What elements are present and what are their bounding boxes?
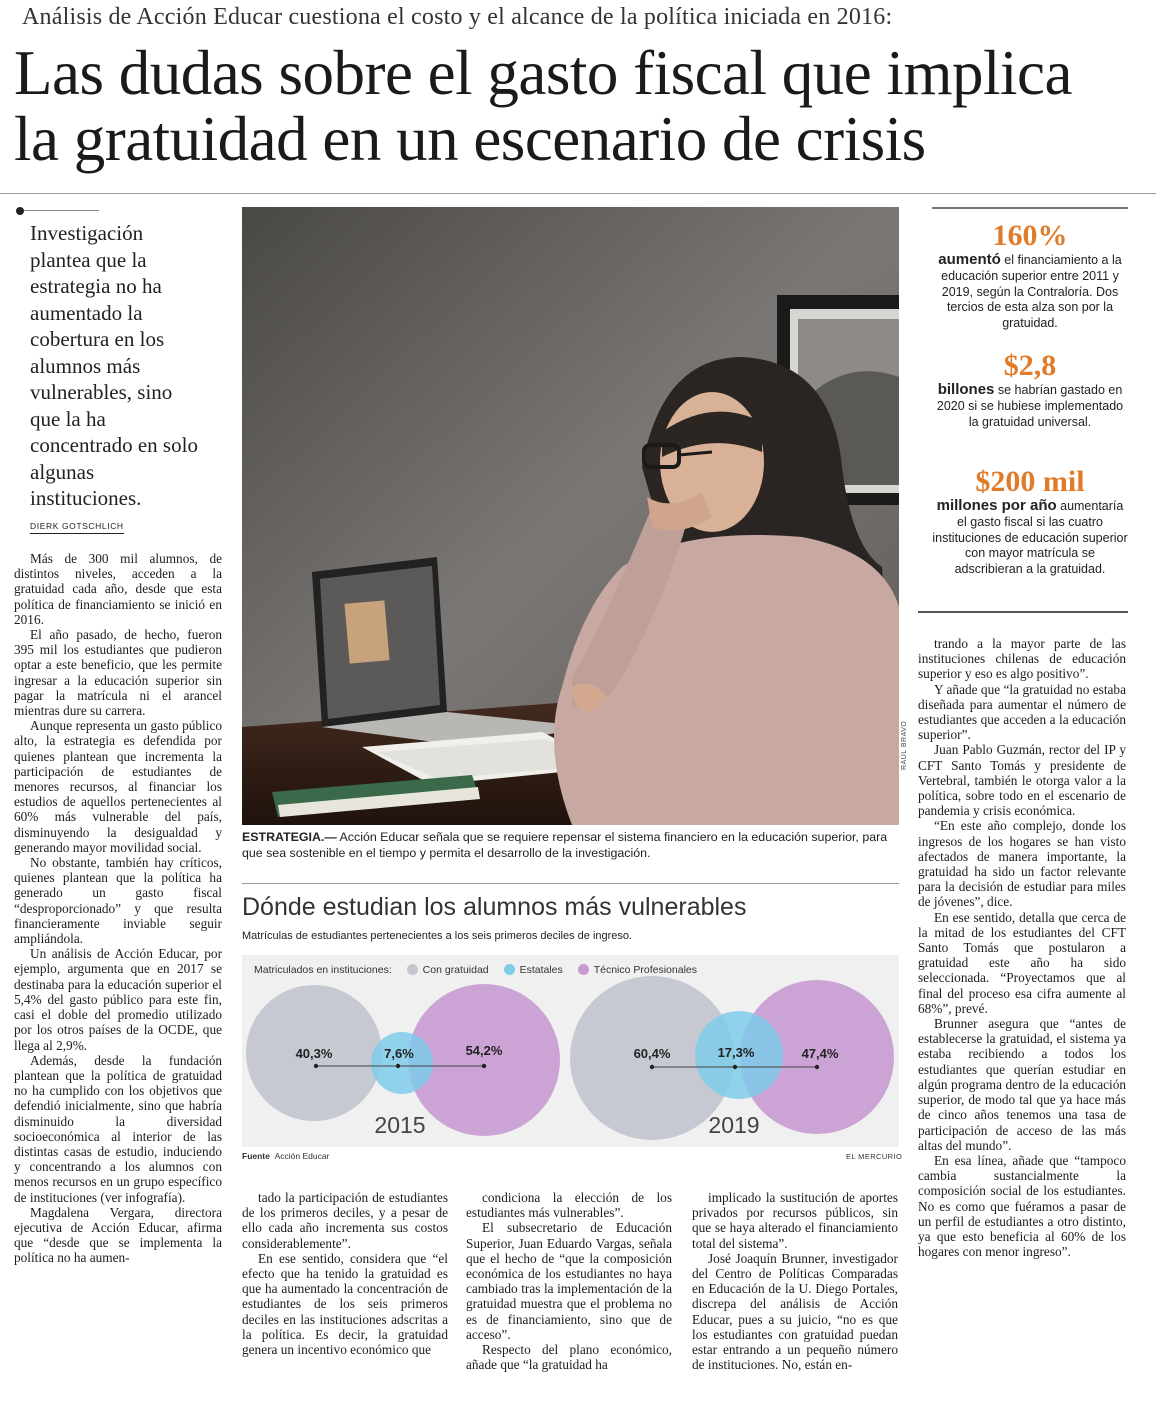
legend-item-con-gratuidad: Con gratuidad	[422, 964, 489, 976]
legend-swatch-con-gratuidad	[407, 964, 418, 975]
paragraph: En esa línea, añade que “tampoco cambia sustancialmente la composición social de los estudiantes. No es como que fuéramos a pasar de un perfil de estudiantes a otro distinto, ya que esto beneficia al 60% de los hogares con menor ingreso”.	[918, 1152, 1126, 1260]
body-column-2	[242, 1190, 448, 1357]
venn-value-2019-0: 60,4%	[633, 1046, 671, 1061]
legend-swatch-estatales	[504, 964, 515, 975]
paragraph: “En este año complejo, donde los ingresos de los hogares se han visto afectados de manera importante, la gratuidad ha sido un factor relevante para la decisión de estudiar para miles de jóvenes”, dice.	[918, 818, 1126, 910]
venn-marker-2015-0	[314, 1064, 318, 1068]
legend-swatch-tecnico-profesionales	[578, 964, 589, 975]
paragraph: El año pasado, de hecho, fueron 395 mil los estudiantes que pudieron optar a este beneficio, que les permite ingresar a la educación superior sin pagar la matrícula ni el arancel mientras dure su carrera.	[14, 627, 222, 719]
paragraph: condiciona la elección de los estudiantes más vulnerables”.	[466, 1190, 672, 1221]
paragraph: José Joaquín Brunner, investigador del Centro de Políticas Comparadas en Educación de la U. Diego Portales, discrepa del análisis de Acción Educar, pues a su juicio, “no es que los estudiantes con gratuidad puedan estar entrando a un pequeño número de instituciones. No, están en-	[692, 1250, 898, 1373]
stats-bottom-rule	[918, 611, 1128, 613]
infographic-rule	[242, 883, 899, 884]
infographic-panel	[242, 955, 899, 1147]
paragraph: Y añade que “la gratuidad no estaba diseñada para aumentar el número de estudiantes que acceden a la educación superior”.	[918, 681, 1126, 743]
paragraph: Más de 300 mil alumnos, de distintos niveles, acceden a la gratuidad cada año, desde que esta política de financiamiento se inició en 2016.	[14, 551, 222, 627]
legend-label: Matriculados en instituciones:	[254, 964, 392, 976]
paragraph: Respecto del plano económico, añade que “la gratuidad ha	[466, 1342, 672, 1373]
summary-blurb: Investigación plantea que la estrategia no ha aumentado la cobertura en los alumnos más vulnerables, sino que la ha concentrado en solo algunas instituciones.	[30, 221, 198, 510]
venn-value-2015-2: 54,2%	[465, 1043, 503, 1058]
paragraph: No obstante, también hay críticos, quienes plantean que la política ha generado un gasto fiscal “desproporcionado” y que resulta financieramente inviable seguir ampliándola.	[14, 855, 222, 947]
paragraph: Aunque representa un gasto público alto, la estrategia es defendida por quienes plantean que incrementa la participación de estudiantes de menores recursos, al financiar los estudios de aquellos pertenecientes al 60% más vulnerable del país, disminuyendo la desigualdad y generando mayor movilidad social.	[14, 718, 222, 855]
infographic-source	[242, 1151, 329, 1161]
stat-figure: $2,8	[1003, 349, 1057, 382]
paragraph: El subsecretario de Educación Superior, Juan Eduardo Vargas, señala que el hecho de “que la composición económica de los estudiantes no haya cambiado tras la implementación de la gratuidad muestra que el problema no es de financiamiento, sino que de acceso”.	[466, 1220, 672, 1342]
stat-figure: $200 mil	[975, 465, 1085, 498]
stat-text: aumentaría el gasto fiscal si las cuatro instituciones de educación superior con mayor matrícula se adscribieran a la gratuidad.	[932, 499, 1128, 577]
venn-circle-estatales-2015	[371, 1032, 433, 1094]
venn-chart	[242, 955, 899, 1147]
byline: DIERK GOTSCHLICH	[30, 521, 124, 534]
caption-lead: ESTRATEGIA.—	[242, 830, 337, 844]
paragraph: En ese sentido, detalla que cerca de la mitad de los estudiantes del CFT Santo Tomás que postularon a gratuidad este año ha sido seleccionada. “Proyectamos que al final del proceso esa cifra aumente al 68%”, prevé.	[918, 909, 1126, 1016]
photo-credit: RAÚL BRAVO	[901, 720, 908, 770]
source-name: Acción Educar	[274, 1151, 330, 1161]
venn-marker-2015-2	[482, 1064, 486, 1068]
article-photo	[242, 207, 899, 825]
paragraph: Juan Pablo Guzmán, rector del IP y CFT Santo Tomás y presidente de Vertebral, también le otorga valor a la política, sobre todo en el escenario de pandemia y crisis económica.	[918, 742, 1126, 819]
bullet-dot	[16, 207, 24, 215]
venn-value-2015-1: 7,6%	[384, 1046, 414, 1061]
stat-bold: billones	[937, 381, 995, 398]
stat-bold: millones por año	[936, 497, 1057, 514]
stat-figure: 160%	[992, 219, 1068, 252]
stat-2-8-billones	[932, 350, 1128, 430]
paragraph: implicado la sustitución de aportes privados por recursos públicos, sin que se haya alterado el financiamiento total del sistema”.	[692, 1190, 898, 1251]
venn-marker-2019-2	[815, 1065, 819, 1069]
venn-year-label: 2015	[374, 1112, 426, 1138]
header-divider	[0, 193, 1156, 194]
headline	[14, 40, 1144, 172]
venn-marker-2015-1	[396, 1064, 400, 1068]
paragraph: Además, desde la fundación plantean que la política de gratuidad no ha cumplido con los objetivos que defendió inicialmente, sino que habría disminuido la diversidad socioeconómica al interior de las distintas casas de estudio, induciendo y concentrando a los alumnos con menos recursos en un grupo específico de instituciones (ver infografía).	[14, 1052, 222, 1205]
paragraph: trando a la mayor parte de las instituciones chilenas de educación superior y eso es algo positivo”.	[918, 636, 1126, 682]
kicker: Análisis de Acción Educar cuestiona el costo y el alcance de la política iniciada en 2016:	[22, 4, 893, 30]
legend-item-tecnico-profesionales: Técnico Profesionales	[593, 964, 697, 976]
paragraph: Magdalena Vergara, directora ejecutiva de Acción Educar, afirma que “desde que se implementa la política no ha aumen-	[14, 1204, 222, 1266]
paragraph: Un análisis de Acción Educar, por ejemplo, argumenta que en 2017 se destinaba para la educación superior el 5,4% del gasto público para este fin, casi el doble del promedio utilizado por los otros países de la OCDE, que llega al 2,9%.	[14, 946, 222, 1053]
stat-text: se habrían gastado en 2020 si se hubiese implementado la gratuidad universal.	[936, 383, 1124, 429]
stat-200-mil	[932, 466, 1128, 578]
infographic-title: Dónde estudian los alumnos más vulnerables	[242, 893, 747, 921]
venn-marker-2019-0	[650, 1065, 654, 1069]
stats-top-rule	[932, 207, 1128, 209]
paragraph: tado la participación de estudiantes de los primeros deciles, y a pesar de ello cada año incrementa sus costos considerablemente”.	[242, 1190, 448, 1251]
infographic-legend	[254, 964, 697, 976]
stat-160-percent	[932, 220, 1128, 332]
venn-value-2019-1: 17,3%	[717, 1045, 755, 1060]
stat-text: el financiamiento a la educación superior entre 2011 y 2019, según la Contraloría. Dos tercios de esta alza son por la gratuidad.	[941, 253, 1122, 331]
body-column-4	[692, 1190, 898, 1372]
photo-illustration	[242, 207, 899, 825]
venn-value-2015-0: 40,3%	[295, 1046, 333, 1061]
bullet-line	[24, 210, 99, 211]
paragraph: Brunner asegura que “antes de establecerse la gratuidad, el sistema ya estaba recibiendo a todos los estudiantes que querían estudiar en algún programa dentro de la educación superior, de modo tal que ya hace más de cinco años tenemos una tasa de participación de acceso de las más altas del mundo”.	[918, 1016, 1126, 1153]
photo-caption	[242, 830, 902, 861]
legend-item-estatales: Estatales	[519, 964, 563, 976]
body-column-3	[466, 1190, 672, 1372]
stat-bold: aumentó	[938, 251, 1001, 268]
headline-line-1: Las dudas sobre el gasto fiscal que implica	[14, 38, 1072, 108]
venn-marker-2019-1	[733, 1065, 737, 1069]
body-column-1	[14, 551, 222, 1266]
venn-value-2019-2: 47,4%	[801, 1046, 839, 1061]
body-column-5	[918, 636, 1126, 1259]
source-label: Fuente	[242, 1151, 270, 1161]
caption-text: Acción Educar señala que se requiere repensar el sistema financiero en la educación superior, para que sea sostenible en el tiempo y permita el desarrollo de la investigación.	[242, 830, 888, 860]
headline-line-2: la gratuidad en un escenario de crisis	[14, 104, 926, 174]
publisher-credit: EL MERCURIO	[846, 1152, 903, 1161]
paragraph: En ese sentido, considera que “el efecto que ha tenido la gratuidad es que ha aumentado la concentración de estudiantes de los seis primeros deciles en las instituciones adscritas a la política. Es decir, la gratuidad genera un incentivo económico que	[242, 1250, 448, 1358]
venn-year-label: 2019	[708, 1112, 760, 1138]
infographic-subtitle: Matrículas de estudiantes pertenecientes a los seis primeros deciles de ingreso.	[242, 930, 633, 942]
